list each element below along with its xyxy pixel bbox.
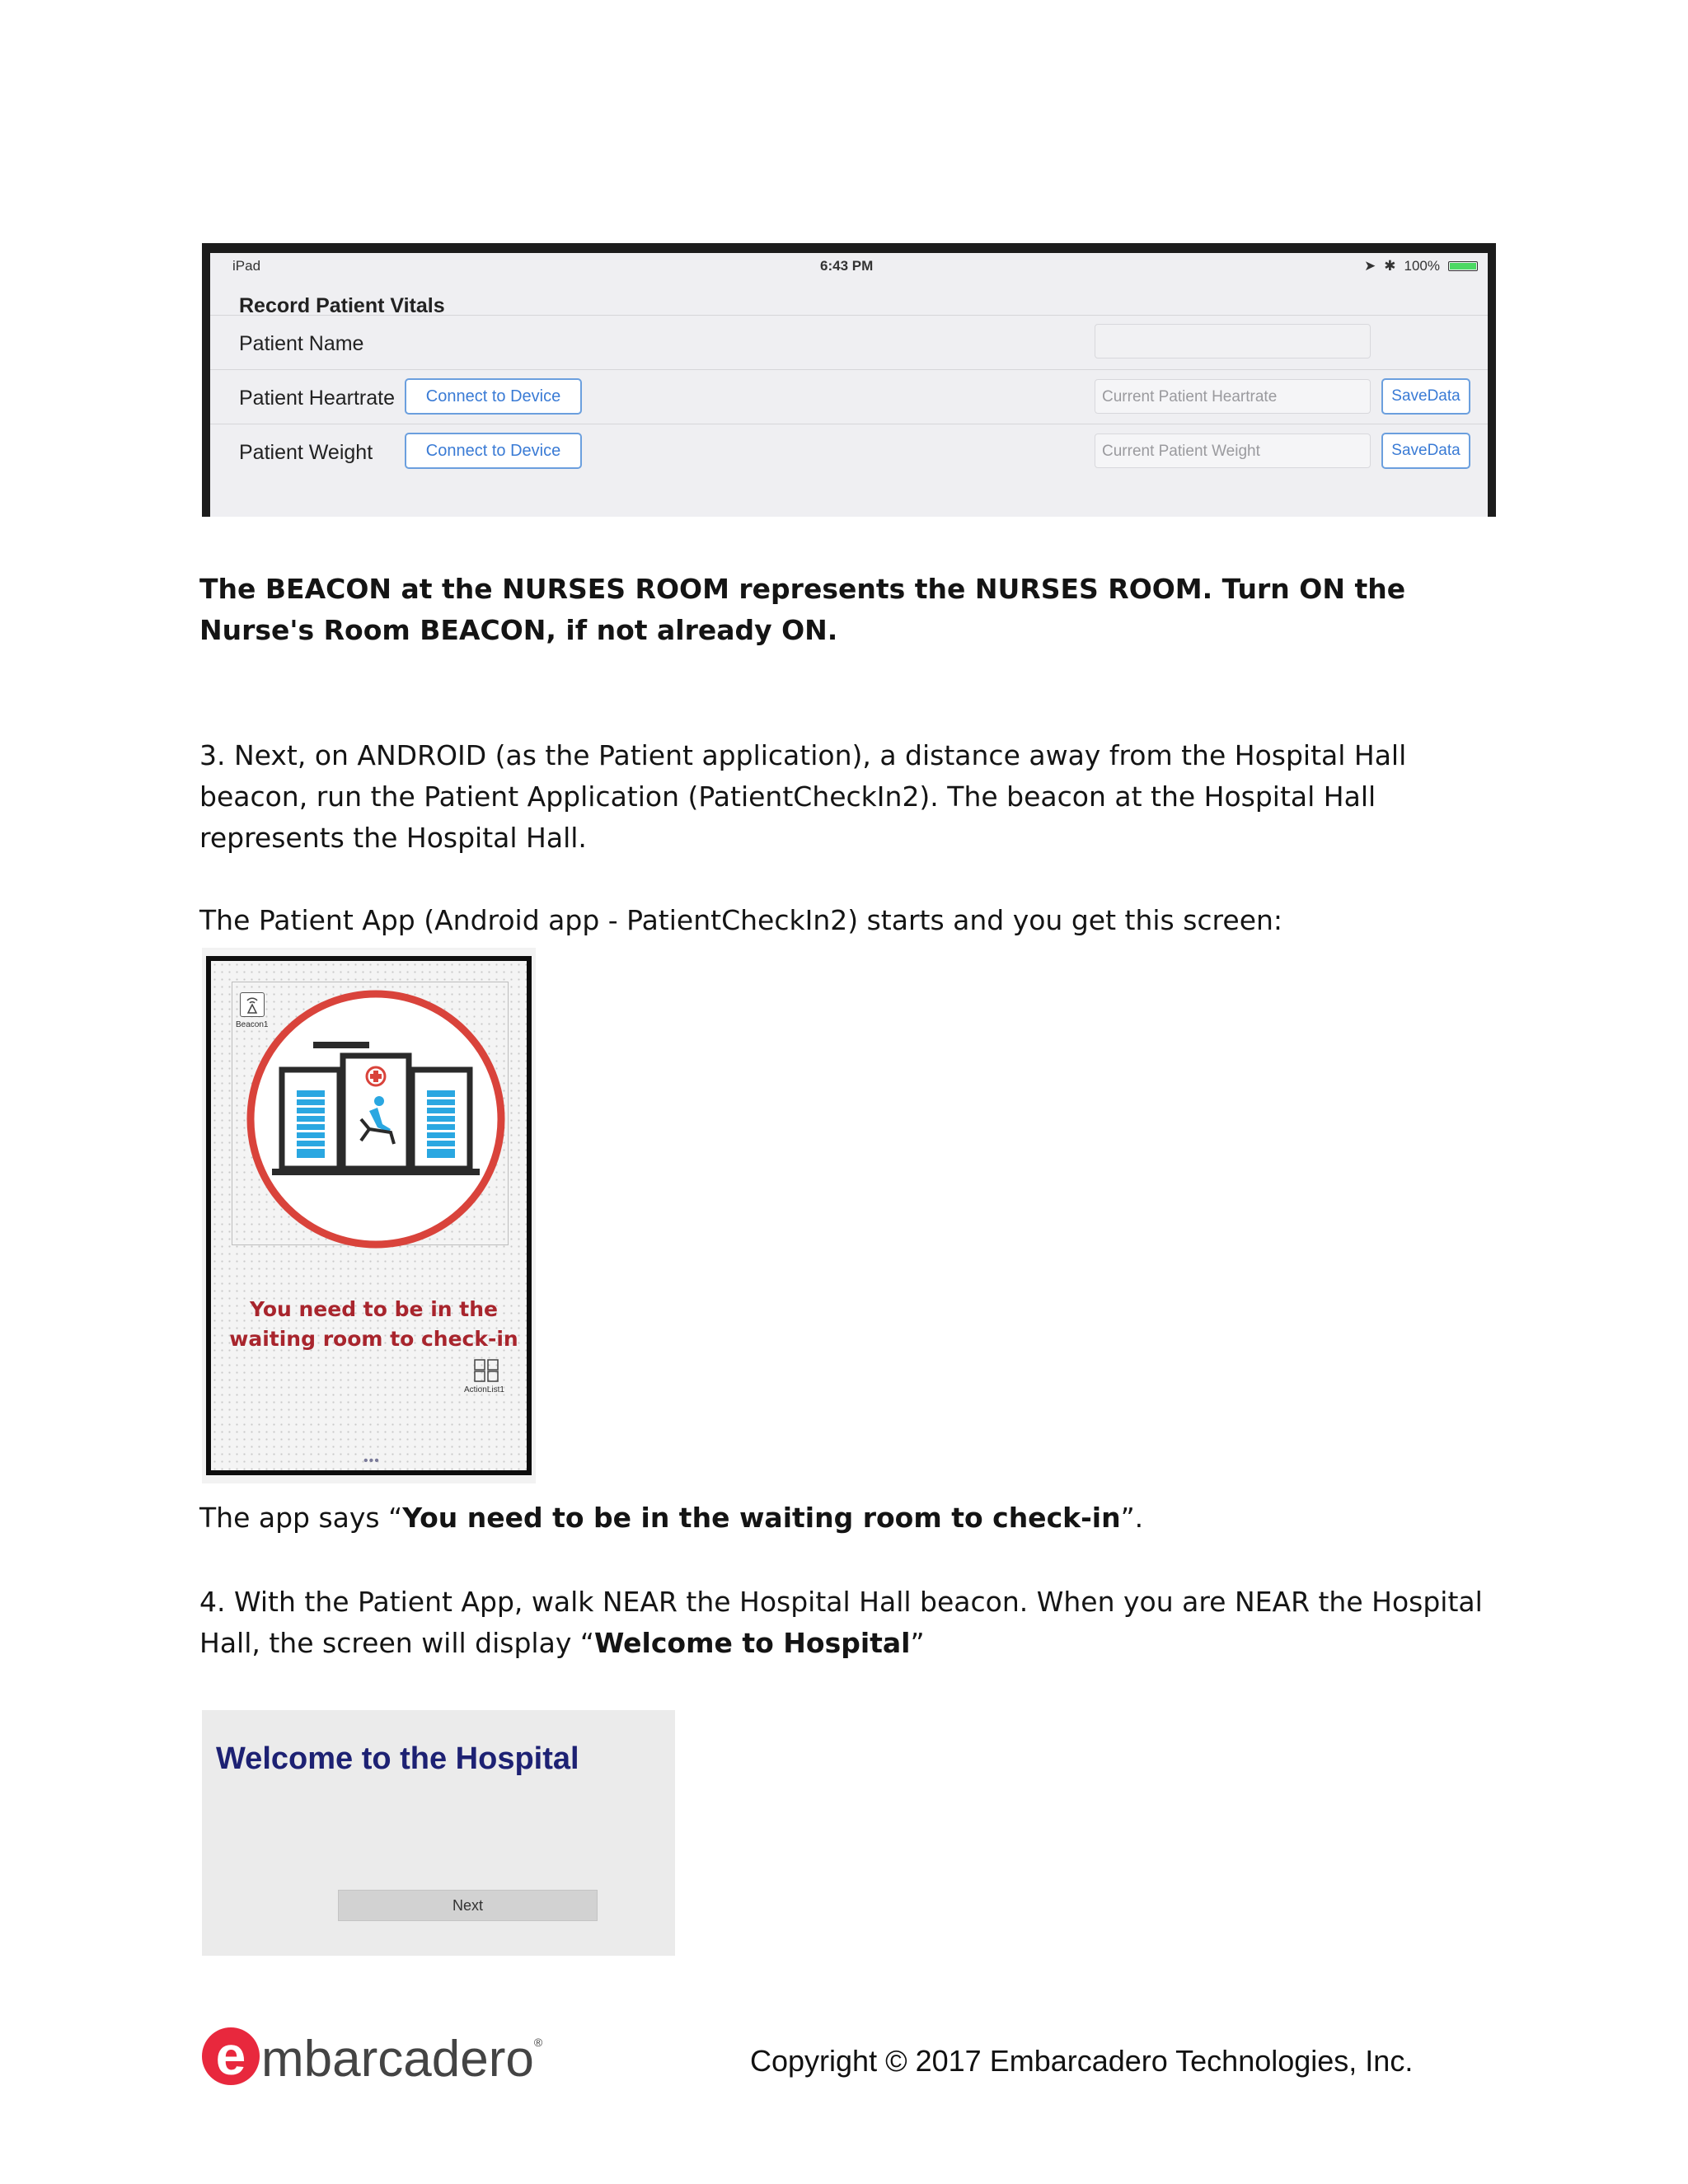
patient-name-input[interactable] (1095, 324, 1371, 359)
row-patient-heartrate (210, 369, 1488, 424)
save-weight-button[interactable]: SaveData (1381, 433, 1470, 469)
patient-heartrate-label: Patient Heartrate (239, 387, 395, 410)
step-4-paragraph (199, 1582, 1485, 1664)
connect-weight-button[interactable]: Connect to Device (405, 433, 582, 469)
beacon-label: Beacon1 (236, 1020, 269, 1029)
ipad-screen (210, 253, 1488, 517)
logo-wordmark: mbarcadero (261, 2031, 534, 2088)
logo-registered-mark: ® (533, 2036, 543, 2049)
actionlist-label: ActionList1 (464, 1385, 504, 1394)
battery-percent: 100% (1404, 258, 1440, 274)
battery-icon (1448, 261, 1478, 271)
heartrate-field[interactable]: Current Patient Heartrate (1095, 379, 1371, 414)
app-says-bold: You need to be in the waiting room to check-in (402, 1502, 1121, 1534)
status-device: iPad (232, 258, 261, 274)
form-title: Record Patient Vitals (239, 294, 445, 317)
embarcadero-logo (202, 2025, 543, 2088)
row-patient-name (210, 315, 1488, 369)
app-says-paragraph (199, 1497, 1485, 1539)
app-says-prefix: The app says “ (199, 1502, 403, 1534)
actionlist-component-icon (473, 1358, 499, 1383)
step-4-suffix: ” (910, 1627, 925, 1659)
next-button[interactable]: Next (338, 1890, 598, 1921)
status-time: 6:43 PM (820, 258, 874, 274)
bluetooth-icon: ✱ (1384, 258, 1396, 274)
patient-name-label: Patient Name (239, 332, 364, 355)
welcome-title: Welcome to the Hospital (216, 1741, 579, 1776)
status-right (1364, 258, 1478, 274)
ipad-screenshot (202, 243, 1496, 517)
app-says-suffix: ”. (1120, 1502, 1144, 1534)
copyright-notice: Copyright © 2017 Embarcadero Technologies, Inc. (750, 2044, 1414, 2078)
status-bar (210, 253, 1488, 278)
phone-frame (206, 956, 532, 1475)
step-4-text: 4. With the Patient App, walk NEAR the Hospital Hall beacon. When you are NEAR the Hospital Hall, the screen will display “ (199, 1586, 1483, 1659)
save-heartrate-button[interactable]: SaveData (1381, 378, 1470, 415)
weight-field[interactable]: Current Patient Weight (1095, 434, 1371, 468)
checkin-message: You need to be in the waiting room to check-in (229, 1297, 518, 1351)
patient-app-intro: The Patient App (Android app - PatientCheckIn2) starts and you get this screen: (199, 904, 1283, 936)
more-dots-icon: ••• (363, 1454, 380, 1468)
hospital-logo (237, 987, 513, 1259)
beacon-note: The BEACON at the NURSES ROOM represents the NURSES ROOM. Turn ON the Nurse's Room BEACON, if not already ON. (199, 573, 1406, 646)
step-3-paragraph: 3. Next, on ANDROID (as the Patient application), a distance away from the Hospital Hall beacon, run the Patient Application (PatientCheckIn2). The beacon at the Hospital Hall represents the Hospital Hall. (199, 739, 1407, 854)
welcome-screenshot (202, 1710, 675, 1956)
android-screenshot (202, 948, 536, 1483)
connect-heartrate-button[interactable]: Connect to Device (405, 378, 582, 415)
row-patient-weight (210, 424, 1488, 478)
step-4-bold: Welcome to Hospital (593, 1627, 911, 1659)
logo-e-circle (202, 2027, 260, 2085)
patient-weight-label: Patient Weight (239, 441, 373, 464)
location-icon: ➤ (1364, 258, 1376, 274)
logo-initial: e (215, 2025, 246, 2086)
